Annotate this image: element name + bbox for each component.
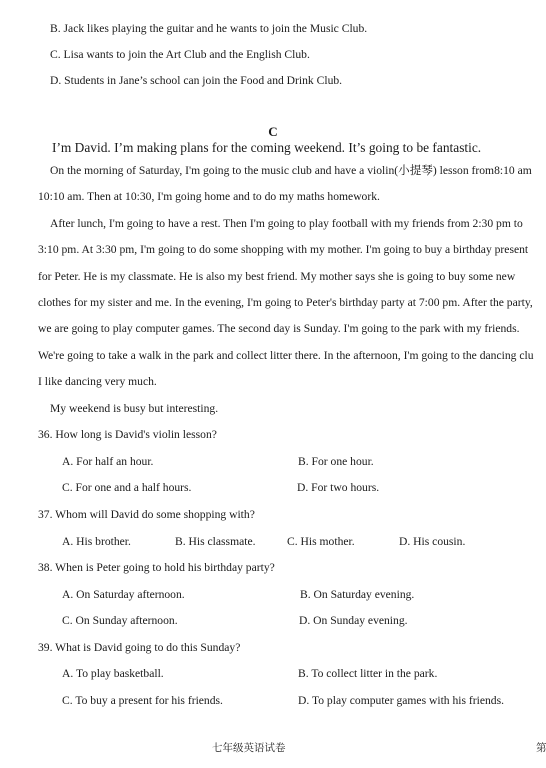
- question-39-stem: 39. What is David going to do this Sunday?: [38, 641, 241, 654]
- passage-line: 10:10 am. Then at 10:30, I'm going home and to do my maths homework.: [38, 190, 380, 203]
- previous-option-d: D. Students in Jane’s school can join the Food and Drink Club.: [50, 74, 343, 87]
- page-footer-title: 七年级英语试卷: [212, 743, 286, 754]
- question-39-option-b: B. To collect litter in the park.: [298, 667, 438, 680]
- passage-line: I like dancing very much.: [38, 375, 157, 388]
- passage-line: we are going to play computer games. The second day is Sunday. I'm going to the park with my friends.: [38, 322, 520, 335]
- passage-line: My weekend is busy but interesting.: [50, 402, 219, 415]
- passage-line: After lunch, I'm going to have a rest. Then I'm going to play football with my friends from 2:30 pm to: [50, 217, 523, 230]
- question-37-option-c: C. His mother.: [287, 535, 355, 548]
- question-36-option-b: B. For one hour.: [298, 455, 374, 468]
- passage-line: clothes for my sister and me. In the evening, I'm going to Peter's birthday party at 7:00 pm. After the party,: [38, 296, 533, 309]
- question-36-stem: 36. How long is David's violin lesson?: [38, 428, 217, 441]
- passage-line: On the morning of Saturday, I'm going to the music club and have a violin(小提琴) lesson from8:10 am: [50, 164, 532, 177]
- question-38-option-b: B. On Saturday evening.: [300, 588, 415, 601]
- previous-option-b: B. Jack likes playing the guitar and he wants to join the Music Club.: [50, 22, 368, 35]
- question-39-option-a: A. To play basketball.: [62, 667, 164, 680]
- question-38-option-d: D. On Sunday evening.: [299, 614, 408, 627]
- question-36-option-c: C. For one and a half hours.: [62, 481, 192, 494]
- question-37-option-d: D. His cousin.: [399, 535, 466, 548]
- passage-line: We're going to take a walk in the park and collect litter there. In the afternoon, I'm going to the dancing clu: [38, 349, 534, 362]
- question-39-option-d: D. To play computer games with his friends.: [298, 694, 505, 707]
- question-37-option-b: B. His classmate.: [175, 535, 256, 548]
- page-footer-number: 第: [536, 743, 546, 754]
- passage-line: 3:10 pm. At 3:30 pm, I'm going to do some shopping with my mother. I'm going to buy a birthday present: [38, 243, 529, 256]
- question-36-option-a: A. For half an hour.: [62, 455, 154, 468]
- passage-line: for Peter. He is my classmate. He is also my best friend. My mother says she is going to buy some new: [38, 270, 516, 283]
- passage-intro: I’m David. I’m making plans for the coming weekend. It’s going to be fantastic.: [52, 140, 482, 155]
- question-37-option-a: A. His brother.: [62, 535, 131, 548]
- question-37-stem: 37. Whom will David do some shopping with?: [38, 508, 255, 521]
- previous-option-c: C. Lisa wants to join the Art Club and the English Club.: [50, 48, 310, 61]
- question-36-option-d: D. For two hours.: [297, 481, 380, 494]
- question-38-option-c: C. On Sunday afternoon.: [62, 614, 178, 627]
- question-38-option-a: A. On Saturday afternoon.: [62, 588, 185, 601]
- question-39-option-c: C. To buy a present for his friends.: [62, 694, 223, 707]
- question-38-stem: 38. When is Peter going to hold his birthday party?: [38, 561, 275, 574]
- section-label: C: [268, 124, 278, 139]
